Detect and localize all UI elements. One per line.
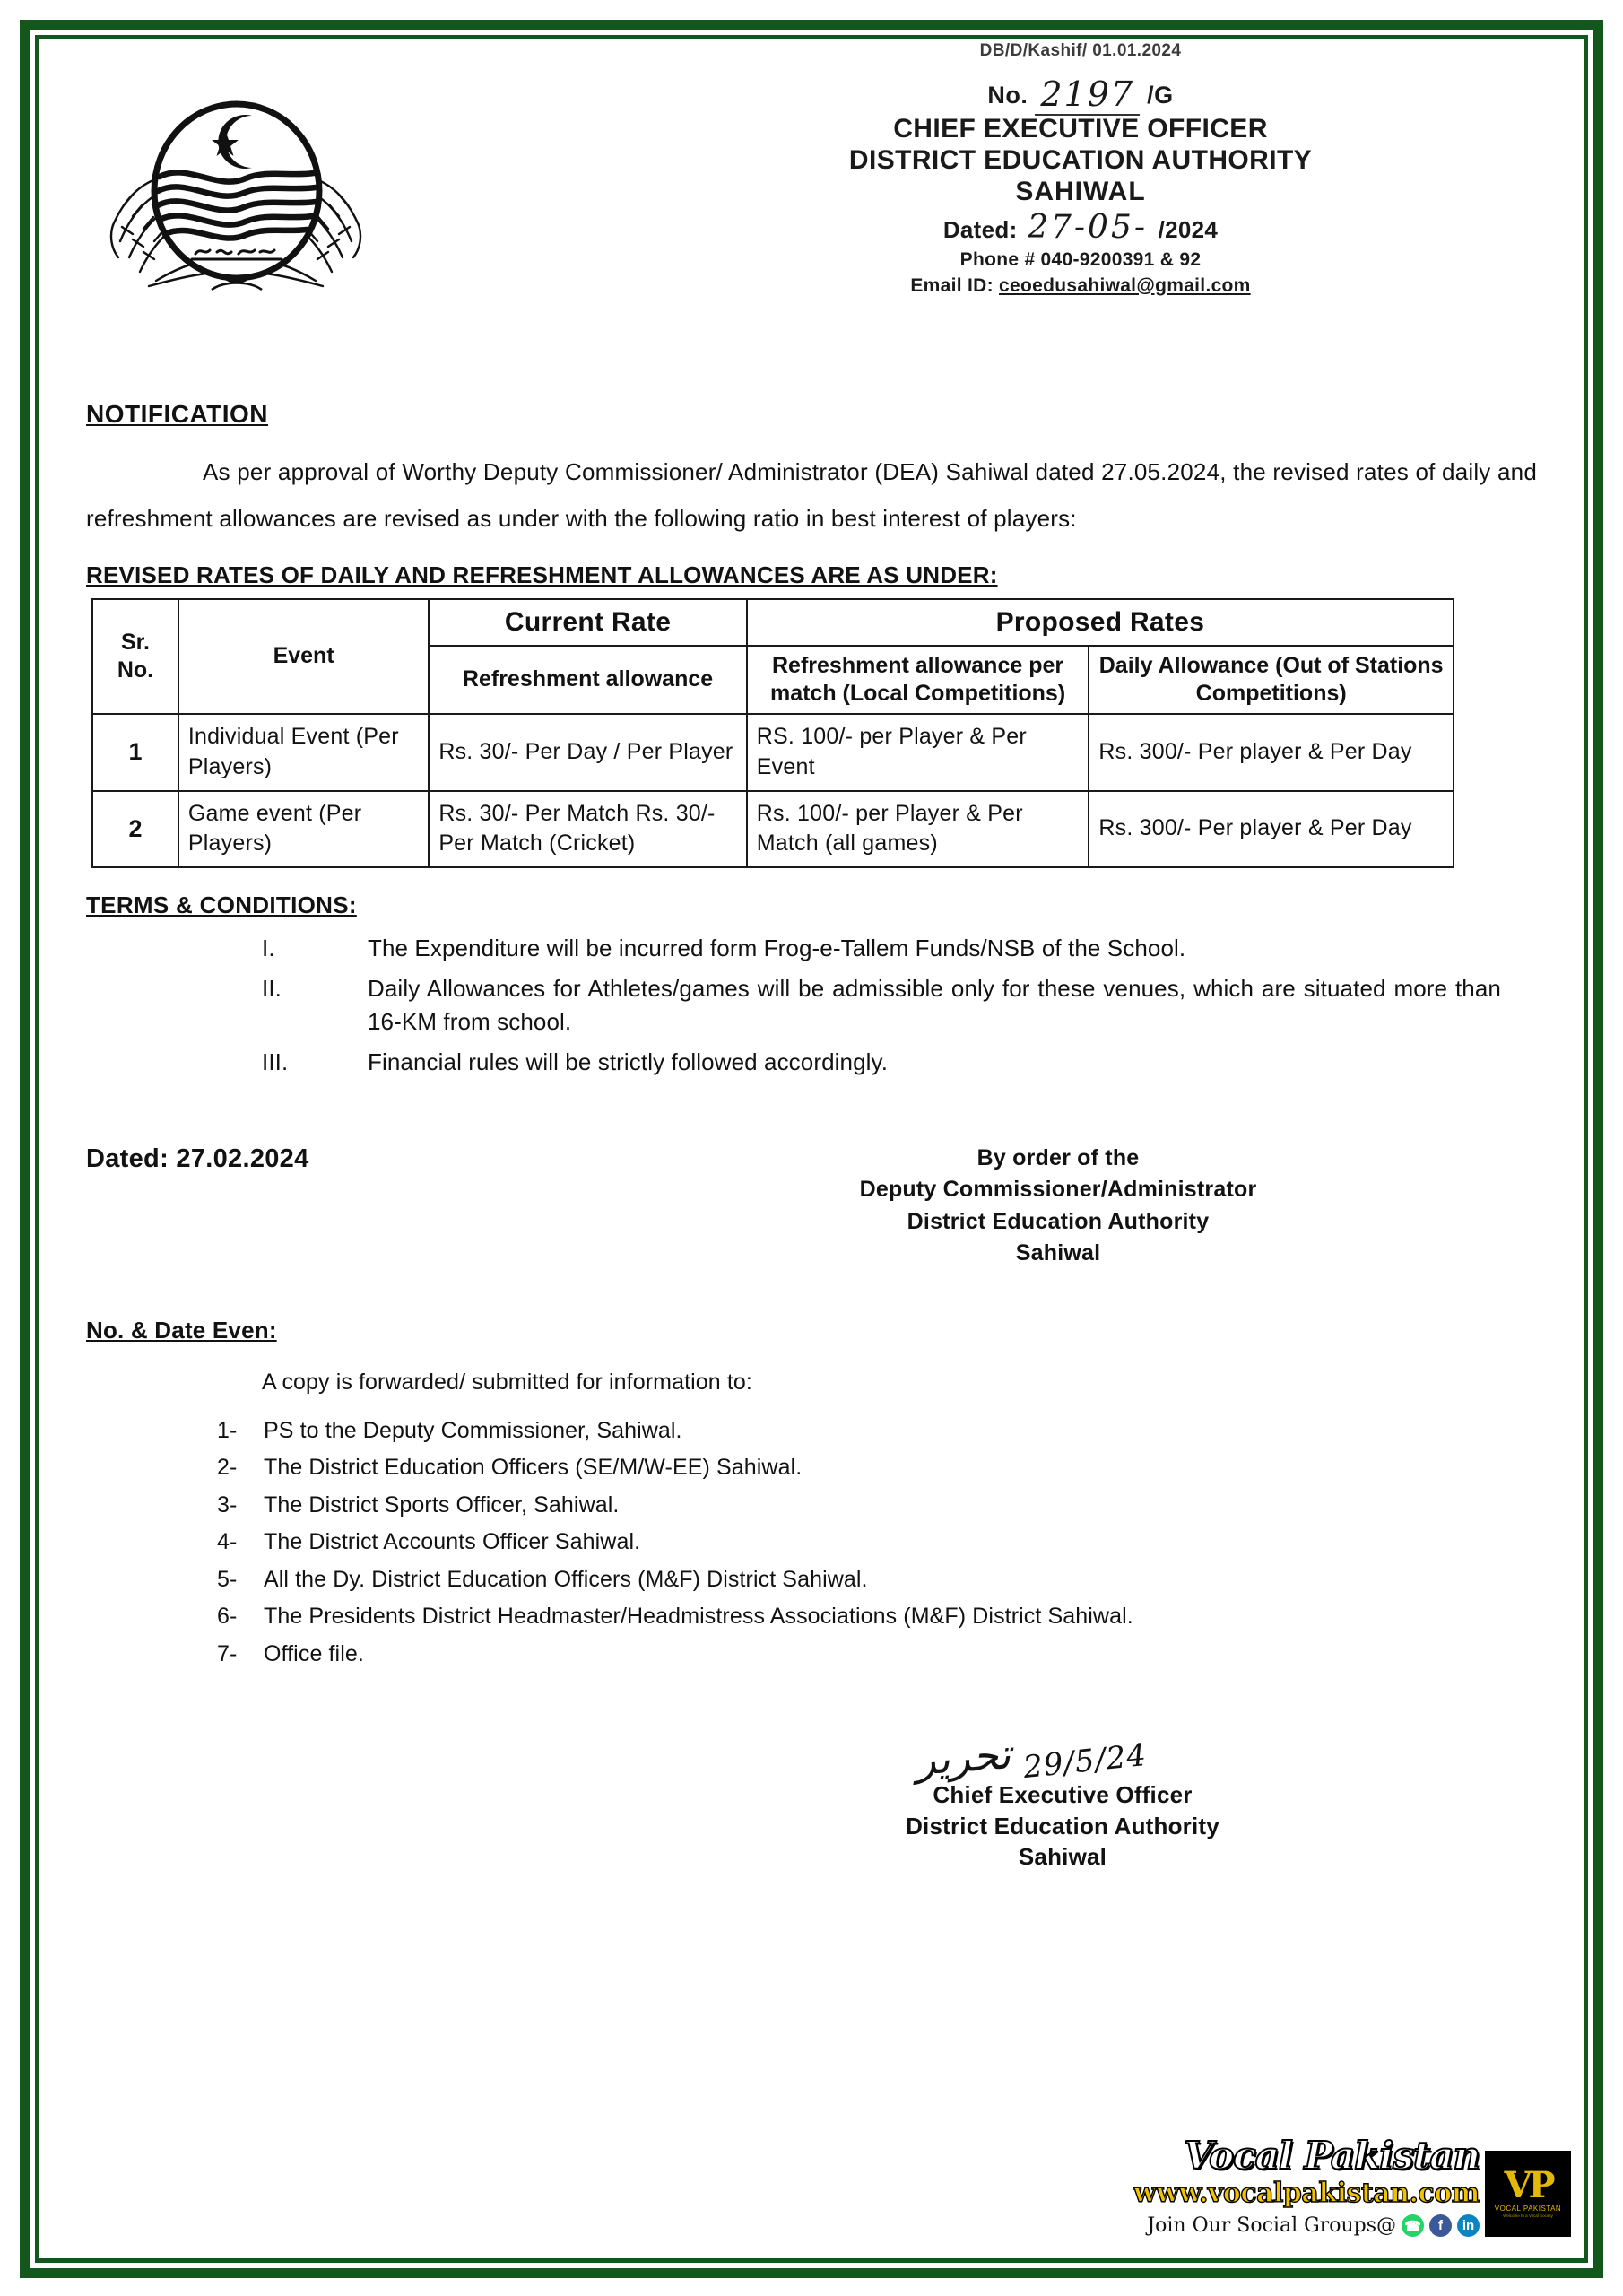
terms-and-conditions-title: TERMS & CONDITIONS: xyxy=(86,891,357,918)
table-row xyxy=(92,791,1454,868)
term-numeral: II. xyxy=(262,974,282,1002)
terms-list-item xyxy=(262,932,1537,966)
cell-proposed-daily: Rs. 300/- Per player & Per Day xyxy=(1089,714,1454,791)
letterhead-dated-line xyxy=(610,209,1551,246)
table-group-header-row xyxy=(92,599,1454,646)
email-address: ceoedusahiwal@gmail.com xyxy=(999,274,1251,296)
term-text: The Expenditure will be incurred form Frog-e-Tallem Funds/NSB of the School. xyxy=(368,935,1186,961)
by-order-line3: District Education Authority xyxy=(907,1208,1210,1234)
office-title-line1: CHIEF EXECUTIVE OFFICER xyxy=(893,114,1268,144)
office-city: SAHIWAL xyxy=(1015,176,1146,206)
letterhead xyxy=(45,41,1578,400)
list-item-text: PS to the Deputy Commissioner, Sahiwal. xyxy=(264,1417,682,1443)
no-suffix: /G xyxy=(1147,82,1174,109)
cell-event: Individual Event (Per Players) xyxy=(178,714,429,791)
list-item-text: Office file. xyxy=(264,1640,364,1666)
by-order-line1: By order of the xyxy=(976,1144,1140,1170)
list-item xyxy=(217,1415,1537,1448)
th-proposed-refreshment: Refreshment allowance per match (Local Competitions) xyxy=(747,646,1089,715)
list-item-text: The Presidents District Headmaster/Headmistress Associations (M&F) District Sahiwal. xyxy=(264,1604,1133,1630)
office-address-block xyxy=(610,41,1551,297)
list-item xyxy=(217,1490,1537,1522)
term-numeral: I. xyxy=(262,935,275,961)
watermark-join-text: Join Our Social Groups@ xyxy=(1147,2214,1396,2237)
notification-body-text: As per approval of Worthy Deputy Commissioner/ Administrator (DEA) Sahiwal dated 27.05.2024, the revised rates of daily and refreshment allowances are revised as under with the following ratio in best interest of players: xyxy=(86,458,1537,532)
th-event: Event xyxy=(178,599,429,714)
cell-proposed-refreshment: Rs. 100/- per Player & Per Match (all games) xyxy=(747,791,1089,868)
th-group-proposed-rates: Proposed Rates xyxy=(747,599,1454,646)
order-dated: Dated: 27.02.2024 xyxy=(86,1144,309,1173)
list-item-number: 3- xyxy=(217,1492,238,1518)
vocal-pakistan-watermark[interactable] xyxy=(1133,2134,1571,2237)
phone-line: Phone # 040-9200391 & 92 xyxy=(959,248,1202,270)
watermark-logo-tagline: Welcome to a Vocal Society xyxy=(1503,2213,1553,2218)
cell-current-refreshment: Rs. 30/- Per Day / Per Player xyxy=(429,714,746,791)
no-and-date-even-heading: No. & Date Even: xyxy=(86,1316,277,1344)
handwritten-signature: تحریر xyxy=(913,1729,1012,1785)
dated-label: Dated: xyxy=(942,215,1018,243)
th-group-current-rate: Current Rate xyxy=(429,599,746,646)
by-order-line4: Sahiwal xyxy=(1015,1240,1101,1266)
watermark-brand: Vocal Pakistan xyxy=(1184,2134,1480,2178)
signature-row xyxy=(588,1729,1537,1787)
th-sr-no: Sr. No. xyxy=(92,599,178,714)
cell-proposed-refreshment: RS. 100/- per Player & Per Event xyxy=(747,714,1089,791)
table-row xyxy=(92,714,1454,791)
list-item xyxy=(217,1526,1537,1559)
distribution-list xyxy=(86,1415,1537,1671)
signatory-title-line2: District Education Authority xyxy=(906,1812,1219,1839)
watermark-logo-subtitle: VOCAL PAKISTAN xyxy=(1494,2204,1562,2213)
list-item-number: 2- xyxy=(217,1455,238,1481)
list-item-number: 6- xyxy=(217,1604,238,1630)
by-order-line2: Deputy Commissioner/Administrator xyxy=(859,1177,1257,1203)
copy-forwarded-line: A copy is forwarded/ submitted for information to: xyxy=(262,1369,752,1395)
whatsapp-icon[interactable]: ☎ xyxy=(1402,2214,1424,2237)
punjab-government-emblem-icon xyxy=(106,91,366,315)
no-label: No. xyxy=(987,82,1028,109)
signatory-city: Sahiwal xyxy=(1018,1842,1107,1870)
list-item-number: 4- xyxy=(217,1529,238,1555)
list-item-text: The District Education Officers (SE/M/W-EE) Sahiwal. xyxy=(264,1455,803,1481)
signatory-title-line1: Chief Executive Officer xyxy=(933,1781,1193,1809)
list-item-text: The District Accounts Officer Sahiwal. xyxy=(264,1529,641,1555)
terms-list-item xyxy=(262,972,1537,1039)
document-sheet xyxy=(45,41,1578,2257)
th-current-refreshment: Refreshment allowance xyxy=(429,646,746,715)
email-label: Email ID: xyxy=(910,274,994,296)
office-title-line2: DISTRICT EDUCATION AUTHORITY xyxy=(848,145,1313,176)
list-item-text: The District Sports Officer, Sahiwal. xyxy=(264,1492,620,1518)
cell-sr-no: 2 xyxy=(92,791,178,868)
dated-handwritten-value: 27-05- xyxy=(1028,208,1149,246)
notification-title: NOTIFICATION xyxy=(86,400,269,428)
list-item-number: 1- xyxy=(217,1417,238,1443)
facebook-icon[interactable]: f xyxy=(1429,2214,1452,2237)
no-handwritten-value: 2197 xyxy=(1035,74,1140,116)
cell-sr-no: 1 xyxy=(92,714,178,791)
document-body xyxy=(45,400,1578,1872)
notification-paragraph xyxy=(86,448,1537,542)
terms-list-item xyxy=(262,1046,1537,1080)
cell-proposed-daily: Rs. 300/- Per player & Per Day xyxy=(1089,791,1454,868)
watermark-url[interactable]: www.vocalpakistan.com xyxy=(1133,2178,1480,2209)
list-item xyxy=(217,1564,1537,1596)
handwritten-signature-date: 29/5/24 xyxy=(1021,1737,1150,1787)
order-block xyxy=(86,1143,1537,1270)
linkedin-icon[interactable]: in xyxy=(1457,2214,1480,2237)
term-text: Daily Allowances for Athletes/games will be admissible only for these venues, which are situated more than 16-KM from school. xyxy=(368,974,1501,1036)
th-proposed-daily: Daily Allowance (Out of Stations Competitions) xyxy=(1089,646,1454,715)
list-item xyxy=(217,1639,1537,1671)
cell-current-refreshment: Rs. 30/- Per Match Rs. 30/- Per Match (Cricket) xyxy=(429,791,746,868)
cell-event: Game event (Per Players) xyxy=(178,791,429,868)
watermark-logo-initials: VP xyxy=(1504,2163,1552,2206)
rates-table-caption: REVISED RATES OF DAILY AND REFRESHMENT ALLOWANCES ARE AS UNDER: xyxy=(86,561,998,588)
list-item-number: 7- xyxy=(217,1640,238,1666)
watermark-text-block xyxy=(1133,2134,1480,2237)
reference-line: DB/D/Kashif/ 01.01.2024 xyxy=(979,41,1182,60)
terms-list xyxy=(86,932,1537,1080)
dated-year: /2024 xyxy=(1158,215,1219,243)
watermark-social-row xyxy=(1133,2214,1480,2237)
term-numeral: III. xyxy=(262,1048,289,1076)
by-order-of-block xyxy=(642,1143,1537,1270)
list-item-number: 5- xyxy=(217,1566,238,1592)
notification-number-line xyxy=(987,72,1174,114)
signature-block xyxy=(86,1729,1537,1872)
list-item-text: All the Dy. District Education Officers (M&F) District Sahiwal. xyxy=(264,1566,868,1592)
term-text: Financial rules will be strictly followed accordingly. xyxy=(368,1048,889,1076)
list-item xyxy=(217,1452,1537,1484)
email-line xyxy=(610,275,1551,297)
revised-rates-table xyxy=(91,598,1454,868)
list-item xyxy=(217,1601,1537,1633)
vocal-pakistan-logo-icon xyxy=(1485,2151,1571,2237)
